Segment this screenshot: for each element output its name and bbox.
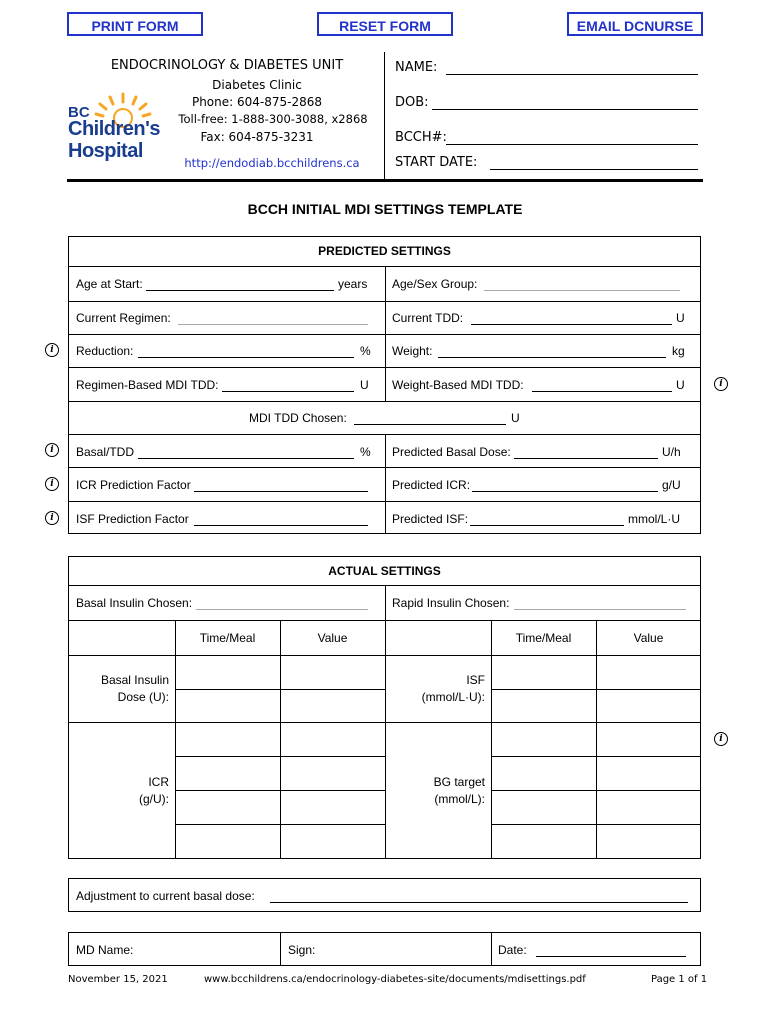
clinic-unit: ENDOCRINOLOGY & DIABETES UNIT <box>110 58 344 73</box>
value-header: Value <box>317 631 348 645</box>
current-regimen-label: Current Regimen: <box>76 311 171 325</box>
bcch-field[interactable] <box>446 130 698 145</box>
basal-dose-label: Basal Insulin <box>100 673 169 687</box>
time-meal-header: Time/Meal <box>199 631 256 645</box>
print-form-button[interactable]: PRINT FORM <box>67 12 203 36</box>
dob-label: DOB: <box>395 95 429 110</box>
name-field[interactable] <box>446 60 698 75</box>
name-label: NAME: <box>395 60 438 75</box>
footer-url: www.bcchildrens.ca/endocrinology-diabetes-site/documents/mdisettings.pdf <box>204 974 586 985</box>
tdd-unit: U <box>676 311 685 325</box>
page-title: BCCH INITIAL MDI SETTINGS TEMPLATE <box>247 201 523 217</box>
isf-unit: mmol/L·U <box>628 512 681 526</box>
years-unit: years <box>338 277 368 291</box>
bc-childrens-logo <box>68 92 178 172</box>
header-divider <box>384 52 385 180</box>
current-tdd-label: Current TDD: <box>392 311 464 325</box>
info-circle-icon[interactable]: i <box>45 477 59 491</box>
isf-prediction-factor-field[interactable] <box>194 512 368 526</box>
predicted-icr-label: Predicted ICR: <box>392 478 471 492</box>
clinic-tollfree: Toll-free: 1-888-300-3088, x2868 <box>178 112 368 126</box>
reset-form-button[interactable]: RESET FORM <box>317 12 453 36</box>
icr-label-2: (g/U): <box>139 792 169 806</box>
mdi-tdd-chosen-label: MDI TDD Chosen: <box>249 411 347 425</box>
logo-hospital-text: Hospital <box>68 140 143 162</box>
age-sex-group-field[interactable] <box>484 277 680 291</box>
mdi-tdd-chosen-field[interactable] <box>354 411 506 425</box>
info-circle-icon[interactable]: i <box>45 443 59 457</box>
sign-field[interactable] <box>318 940 484 958</box>
isf-label: ISF <box>466 673 485 687</box>
info-circle-icon[interactable]: i <box>714 377 728 391</box>
icr-unit: g/U <box>662 478 681 492</box>
adjustment-label: Adjustment to current basal dose: <box>76 889 255 903</box>
predicted-basal-dose-label: Predicted Basal Dose: <box>392 445 511 459</box>
basal-dose-unit: U/h <box>662 445 681 459</box>
start-date-label: START DATE: <box>395 155 478 170</box>
sign-label: Sign: <box>288 943 316 957</box>
start-date-field[interactable] <box>490 155 698 170</box>
bg-target-label-2: (mmol/L): <box>434 792 485 806</box>
rapid-insulin-select[interactable] <box>514 596 686 610</box>
reduction-label: Reduction: <box>76 344 134 358</box>
weight-unit: kg <box>672 344 685 358</box>
age-at-start-label: Age at Start: <box>76 277 143 291</box>
basal-tdd-pct-unit: % <box>360 445 371 459</box>
regimen-based-tdd-field[interactable] <box>222 378 354 392</box>
rapid-insulin-chosen-label: Rapid Insulin Chosen: <box>392 596 510 610</box>
time-meal-header-right: Time/Meal <box>515 631 572 645</box>
current-regimen-select[interactable] <box>178 311 368 325</box>
clinic-url-link[interactable]: http://endodiab.bcchildrens.ca <box>184 156 360 170</box>
logo-childrens-text: Children's <box>68 118 160 140</box>
predicted-heading: PREDICTED SETTINGS <box>318 244 451 258</box>
weight-label: Weight: <box>392 344 433 358</box>
info-circle-icon[interactable]: i <box>45 343 59 357</box>
predicted-basal-dose-field[interactable] <box>514 445 658 459</box>
basal-dose-label-2: Dose (U): <box>117 690 169 704</box>
dob-field[interactable] <box>432 95 698 110</box>
md-name-field[interactable] <box>140 940 274 958</box>
reduction-pct-unit: % <box>360 344 371 358</box>
bg-target-label: BG target <box>433 775 485 789</box>
regimen-tdd-unit: U <box>360 378 369 392</box>
basal-insulin-select[interactable] <box>196 596 368 610</box>
isf-prediction-factor-label: ISF Prediction Factor <box>76 512 189 526</box>
md-name-label: MD Name: <box>76 943 134 957</box>
isf-label-2: (mmol/L·U): <box>421 690 485 704</box>
basal-tdd-field[interactable] <box>138 445 354 459</box>
date-label: Date: <box>498 943 527 957</box>
logo-bc-text: BC <box>68 104 90 121</box>
predicted-icr-field[interactable] <box>472 478 658 492</box>
basal-insulin-chosen-label: Basal Insulin Chosen: <box>76 596 193 610</box>
footer-date: November 15, 2021 <box>68 974 168 985</box>
icr-prediction-factor-field[interactable] <box>194 478 368 492</box>
weight-based-tdd-label: Weight-Based MDI TDD: <box>392 378 524 392</box>
predicted-isf-label: Predicted ISF: <box>392 512 469 526</box>
basal-tdd-label: Basal/TDD <box>76 445 135 459</box>
info-circle-icon[interactable]: i <box>714 732 728 746</box>
header-rule <box>67 179 703 182</box>
regimen-based-tdd-label: Regimen-Based MDI TDD: <box>76 378 219 392</box>
age-at-start-field[interactable] <box>146 277 334 291</box>
clinic-fax: Fax: 604-875-3231 <box>200 130 314 144</box>
age-sex-group-label: Age/Sex Group: <box>392 277 478 291</box>
current-tdd-field[interactable] <box>471 311 672 325</box>
clinic-phone: Phone: 604-875-2868 <box>191 95 323 109</box>
info-circle-icon[interactable]: i <box>45 511 59 525</box>
icr-prediction-factor-label: ICR Prediction Factor <box>76 478 191 492</box>
predicted-isf-field[interactable] <box>470 512 624 526</box>
value-header-right: Value <box>633 631 664 645</box>
weight-based-tdd-field[interactable] <box>532 378 672 392</box>
reduction-field[interactable] <box>138 344 354 358</box>
adjustment-field[interactable] <box>270 889 688 903</box>
weight-field[interactable] <box>438 344 666 358</box>
actual-heading: ACTUAL SETTINGS <box>328 564 441 578</box>
clinic-name: Diabetes Clinic <box>212 78 302 92</box>
email-dcnurse-button[interactable]: EMAIL DCNURSE <box>567 12 703 36</box>
footer-page: Page 1 of 1 <box>651 974 708 985</box>
mdi-tdd-chosen-unit: U <box>511 411 520 425</box>
date-field[interactable] <box>536 943 686 957</box>
weight-tdd-unit: U <box>676 378 685 392</box>
icr-label: ICR <box>148 775 169 789</box>
bcch-label: BCCH#: <box>395 130 447 145</box>
